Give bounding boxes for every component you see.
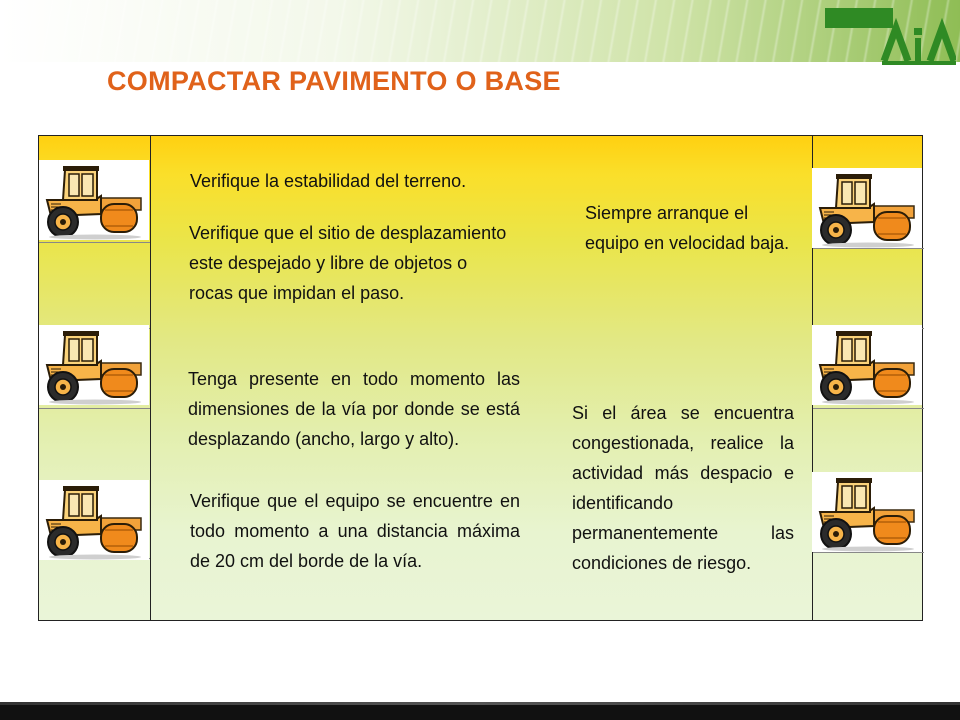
instruction-stability: Verifique la estabilidad del terreno. <box>190 171 467 191</box>
road-roller-icon <box>812 325 922 405</box>
instruction-dimensions: Tenga presente en todo momento las dimensiones de la vía por donde se está desplazando (ancho, largo y alto). <box>188 369 520 449</box>
row-divider <box>39 408 150 409</box>
road-roller-icon <box>39 480 149 560</box>
slide-title: COMPACTAR PAVIMENTO O BASE <box>107 66 561 96</box>
instruction-congested: Si el área se encuentra congestionada, realice la actividad más despacio e identificando permanentemente las condiciones de riesgo. <box>572 403 794 573</box>
row-divider <box>39 242 150 243</box>
road-roller-icon <box>39 325 149 405</box>
bottom-bar <box>0 702 960 720</box>
road-roller-icon <box>812 168 922 248</box>
row-divider <box>813 552 924 553</box>
road-roller-icon <box>39 160 149 240</box>
aia-logo <box>822 6 956 66</box>
road-roller-icon <box>812 472 922 552</box>
instruction-distance: Verifique que el equipo se encuentre en todo momento a una distancia máxima de 20 cm del borde de la vía. <box>190 491 520 571</box>
row-divider <box>813 248 924 249</box>
row-divider <box>813 408 924 409</box>
instruction-low-speed: Siempre arranque el equipo en velocidad baja. <box>585 203 790 253</box>
banner-stripes <box>0 0 960 62</box>
instruction-path-clear: Verifique que el sitio de desplazamiento este despejado y libre de objetos o rocas que impidan el paso. <box>189 223 507 303</box>
